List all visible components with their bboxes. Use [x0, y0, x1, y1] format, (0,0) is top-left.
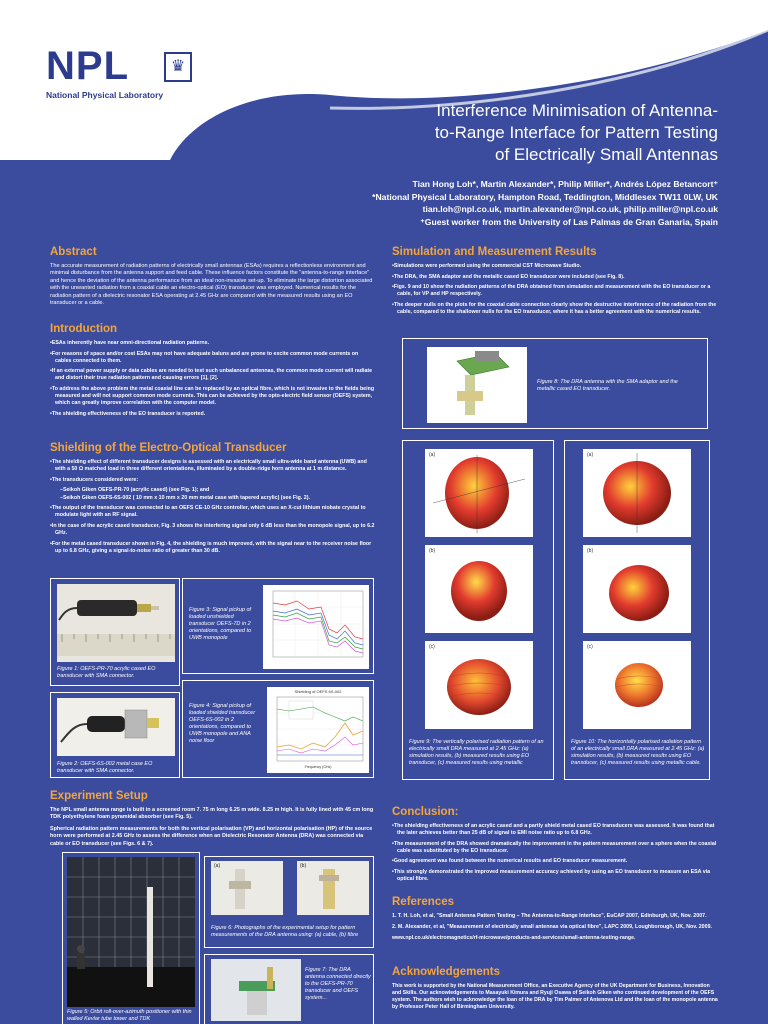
pattern-cell [583, 641, 691, 729]
author-block [238, 178, 718, 228]
pattern-cell [425, 449, 533, 537]
reference-item: 2. M. Alexander, et al, "Measurement of electrically small antennas via optical fibre", LAPC 2009, Loughborough, UK, Nov. 2009. [392, 924, 712, 930]
list-item: • To address the above problem the metal coaxial line can be replaced by an optical fibre, which is not invasive to the fields being measured and will not support common mode currents. This can be achieved by the opto-electric field sensor (OEFS) system, which can greatly improve correlation with the computer model. [50, 386, 375, 407]
list-item: • This strongly demonstrated the improved measurement accuracy achieved by using an EO transducer to measure an ESA via optical fibre. [392, 869, 720, 883]
metal-transducer-graphic [57, 698, 175, 756]
figure-4-caption: Figure 4: Signal pickup of loaded shielded transducer OEFS-6S-002 in 2 orientations, compared to UWB monopole and ANA noise floor [189, 703, 256, 744]
author-names: Tian Hong Loh*, Martin Alexander*, Philip Miller*, Andrés López Betancort⁺ [412, 179, 718, 189]
dra-model-graphic [427, 347, 527, 423]
shielding-heading: Shielding of the Electro-Optical Transducer [50, 442, 287, 454]
list-item: • Good agreement was found between the numerical results and EO transducer measurement. [392, 858, 720, 865]
dra-model-image [427, 347, 527, 423]
list-item: • Figs. 9 and 10 show the radiation patterns of the DRA obtained from simulation and measurement with the EO transducer or a cable, for VP and HP respectively. [392, 284, 720, 298]
cell-label: (a) [587, 452, 594, 458]
crest-icon: ♛ [164, 52, 192, 82]
list-item: • If an external power supply or data cables are needed to test such unbalanced antennas, the common mode current will radiate and distort their true radiation pattern and causing errors [1], [2]. [50, 368, 375, 382]
figure-6-caption: Figure 6: Photographs of the experimental setup for pattern measurements of the DRA antenna using: (a) cable, (b) fibre [211, 925, 359, 938]
transducer-photo [57, 584, 175, 662]
list-item: – Seikoh Giken OEFS-PR-70 (acrylic cased) (see Fig. 1); and [60, 487, 375, 494]
figure-4 [182, 680, 374, 778]
figure-1-caption: Figure 1: OEFS-PR-70 acrylic cased EO transducer with SMA connector. [57, 666, 156, 679]
acknowledgements-text: This work is supported by the National Measurement Office, an Executive Agency of the UK Department for Business, Innovation and Skills. Our acknowledgements to Masayuki Kimura and Ryuji Osawa of Seikoh Giken who continued development of the OEFS system. The authors wish to acknowledge the loan of the DRA by Tim Palmer of Antenova Ltd and the loan of the monopole antenna by Professor Peter Hall of Birmingham University. [392, 983, 718, 1010]
figure-2-caption: Figure 2: OEFS-6S-002 metal case EO transducer with SMA connector. [57, 761, 153, 774]
figure-4-plot [267, 687, 369, 773]
pattern-graphic-10b [583, 545, 691, 633]
anechoic-room-photo [67, 857, 195, 1007]
cell-label: (c) [587, 644, 593, 650]
list-item: • For reasons of space and/or cost ESAs may not have adequate baluns and are prone to excite common mode currents on cables connected to them. [50, 351, 375, 365]
experiment-section [50, 790, 375, 852]
figure-3-plot [263, 585, 369, 669]
figure-7 [204, 954, 374, 1024]
ruler-graphic [57, 584, 175, 662]
logo-wordmark: NPL [46, 44, 129, 88]
abstract-heading: Abstract [50, 246, 97, 258]
pattern-graphic-10c [583, 641, 691, 729]
guest-affiliation: ⁺Guest worker from the University of Las Palmas de Gran Ganaria, Spain [420, 216, 718, 227]
setup-b-graphic [297, 861, 369, 915]
list-item: • ESAs inherently have near omni-directional radiation patterns. [50, 340, 375, 347]
cell-label: (c) [429, 644, 435, 650]
left-column [50, 246, 375, 311]
conclusion-heading: Conclusion: [392, 806, 459, 818]
list-item: • In the case of the acrylic cased transducer, Fig. 3 shows the interfering signal only 6 dB less than the monopole signal, up to 6.2 GHz. [50, 523, 375, 537]
anechoic-room-graphic [67, 857, 195, 1007]
figure-4-plot-graphic [267, 687, 369, 773]
setup-photo-b [297, 861, 369, 915]
figure-10-caption: Figure 10: The horizontally polarised radiation pattern of an electrically small DRA measured at 2.45 GHz: (a) simulation results, (b) measured results using EO transducer, (c) measured results using metallic cable. [571, 739, 705, 766]
setup-a-graphic [211, 861, 283, 915]
title-line: to-Range Interface for Pattern Testing [434, 123, 718, 142]
list-item: • The deeper nulls on the plots for the coaxial cable connection clearly show the destructive interference of the radiation from the cable, compared to the shallower nulls for the EO transducer, where it has a better agreement with the numerical results. [392, 302, 720, 316]
figure-1 [50, 578, 180, 686]
references-section [392, 896, 720, 946]
reference-url[interactable]: www.npl.co.uk/electromagnetics/rf-microwave/products-and-services/small-antenna-testing-range. [392, 935, 636, 941]
pattern-graphic-9a [425, 449, 533, 537]
pattern-graphic-9c [425, 641, 533, 729]
cell-label: (b) [587, 548, 594, 554]
list-item: • The shielding effectiveness of an acrylic cased and a partly shield metal cased EO transducers was assessed. It was found that the later achieves better than 25 dB of signal to EMI noise ratio up to 6.8 GHz. [392, 823, 720, 837]
poster-title [298, 100, 718, 166]
list-item: • The shielding effect of different transducer designs is assessed with an electrically small ultra-wide band antenna (UWB) and with a 50 Ω matched load in three different orientations, illuminated by a double-ridge horn antenna at 1 m distance. [50, 459, 375, 473]
cell-label: (a) [429, 452, 436, 458]
experiment-text: The NPL small antenna range is built in a screened room 7. 75 m long 6.25 m wide. 8.25 m high. It is fully lined with 45 cm long TDK polyethylene foam pyramidal absorber (see Fig. 5). [50, 807, 374, 821]
dra-graphic [211, 959, 301, 1021]
experiment-text: Spherical radiation pattern measurements for both the vertical polarisation (VP) and horizontal polarisation (HP) of the source horn were performed at 2.45 GHz to assess the difference when an Dielectric Resonator Antenna (DRA) was connected via cable or EO transducer (see Figs. 6 & 7). [50, 825, 373, 847]
figure-2 [50, 692, 180, 778]
npl-logo [46, 46, 196, 100]
figure-3-plot-graphic [263, 585, 369, 669]
figure-3 [182, 578, 374, 674]
figure-5-caption: Figure 5: Orbit roll-over-azimuth positioner with thin walled Kevlar tube tower and TDK [67, 1009, 192, 1022]
list-item: • For the metal cased transducer shown in Fig. 4, the shielding is much improved, with the signal near to the receiver noise floor up to 6.8 GHz, giving a signal-to-noise ratio of greater than 30 dB. [50, 541, 375, 555]
simulation-heading: Simulation and Measurement Results [392, 246, 597, 258]
list-item: • The measurement of the DRA showed dramatically the improvement in the pattern measurement over a sphere when the coaxial cable was substituted by the EO transducer. [392, 841, 720, 855]
acknowledgements-heading: Acknowledgements [392, 966, 500, 978]
list-item: • The output of the transducer was connected to an OEFS CE-10 GHz controller, which uses an X-cut lithium niobate crystal to modulate light with an RF signal. [50, 505, 375, 519]
pattern-graphic-9b [425, 545, 533, 633]
figure-7-caption: Figure 7: The DRA antenna connected directly to the OEFS-PR-70 transducer and OEFS system... [305, 967, 371, 1001]
figure-5 [62, 852, 200, 1024]
cell-label: (b) [429, 548, 436, 554]
pattern-graphic-10a [583, 449, 691, 537]
author-emails: tian.loh@npl.co.uk, martin.alexander@npl.co.uk, philip.miller@npl.co.uk [422, 204, 718, 214]
experiment-heading: Experiment Setup [50, 790, 148, 802]
list-item: • The DRA, the SMA adaptor and the metallic cased EO transducer were included (see Fig. 8). [392, 274, 720, 281]
figure-4-plot-title: Shielding of OEFS 6S-002 [294, 689, 342, 694]
pattern-cell [425, 545, 533, 633]
photo-label-b: (b) [300, 863, 307, 869]
pattern-cell [425, 641, 533, 729]
conclusion-section [392, 806, 720, 887]
abstract-text: The accurate measurement of radiation patterns of electrically small antennas (ESAs) requires a reflectionless environment and minimal disturbance from the antenna support and feed cable. These influence factors constitute the "antenna-to-range interface" and hence the deviation of the antenna performance from an ideal non-invasive set-up. To eliminate the large distortion associated with the unwanted radiation from a coaxial cable an electro-optical (EO) transducer was employed. Numerical results for the radiation pattern of a dielectric resonator ESA operating at 2.45 GHz are compared with the measured results using an EO transducer or a cable. [50, 263, 373, 307]
list-item: • The shielding effectiveness of the EO transducer is reported. [50, 411, 375, 418]
figure-6 [204, 856, 374, 948]
figure-9-caption: Figure 9: The vertically polarised radiation pattern of an electrically small DRA measured at 2.45 GHz: (a) simulation results, (b) measured results using EO transducer, (c) measured results using metallic [409, 739, 544, 766]
figure-8 [402, 338, 708, 429]
pattern-cell [583, 545, 691, 633]
metal-transducer-photo [57, 698, 175, 756]
introduction-section [50, 323, 375, 421]
figure-9 [402, 440, 554, 780]
list-item: • The transducers considered were: [50, 477, 375, 484]
figure-8-caption: Figure 8: The DRA antenna with the SMA adaptor and the metallic cased EO transducer. [537, 379, 678, 392]
author-affiliation: *National Physical Laboratory, Hampton Road, Teddington, Middlesex TW11 0LW, UK [372, 191, 718, 202]
figure-3-caption: Figure 3: Signal pickup of loaded unshielded transducer OEFS-7D in 2 orientations, compared to UWB monopole [189, 607, 252, 641]
title-line: of Electrically Small Antennas [495, 145, 718, 164]
pattern-cell [583, 449, 691, 537]
figure-10 [564, 440, 710, 780]
reference-item: 1. T. H. Loh, et al, "Small Antenna Pattern Testing – The Antenna-to-Range Interface", EuCAP 2007, Edinburgh, UK, Nov. 2007. [392, 913, 707, 919]
photo-label-a: (a) [214, 863, 221, 869]
simulation-section [392, 246, 720, 320]
shielding-section [50, 442, 375, 558]
list-item: • Simulations were performed using the commercial CST Microwave Studio. [392, 263, 720, 270]
list-item: – Seikoh Giken OEFS-6S-002 ( 10 mm x 10 mm x 20 mm metal case with tapered acrylic) (see Fig. 2). [60, 495, 375, 502]
dra-photo [211, 959, 301, 1021]
introduction-heading: Introduction [50, 323, 118, 335]
setup-photo-a [211, 861, 283, 915]
references-heading: References [392, 896, 455, 908]
figure-4-xlabel: Frequency (GHz) [304, 765, 332, 769]
logo-subtitle: National Physical Laboratory [46, 90, 164, 100]
acknowledgements-section [392, 966, 720, 1015]
title-line: Interference Minimisation of Antenna- [436, 101, 718, 120]
